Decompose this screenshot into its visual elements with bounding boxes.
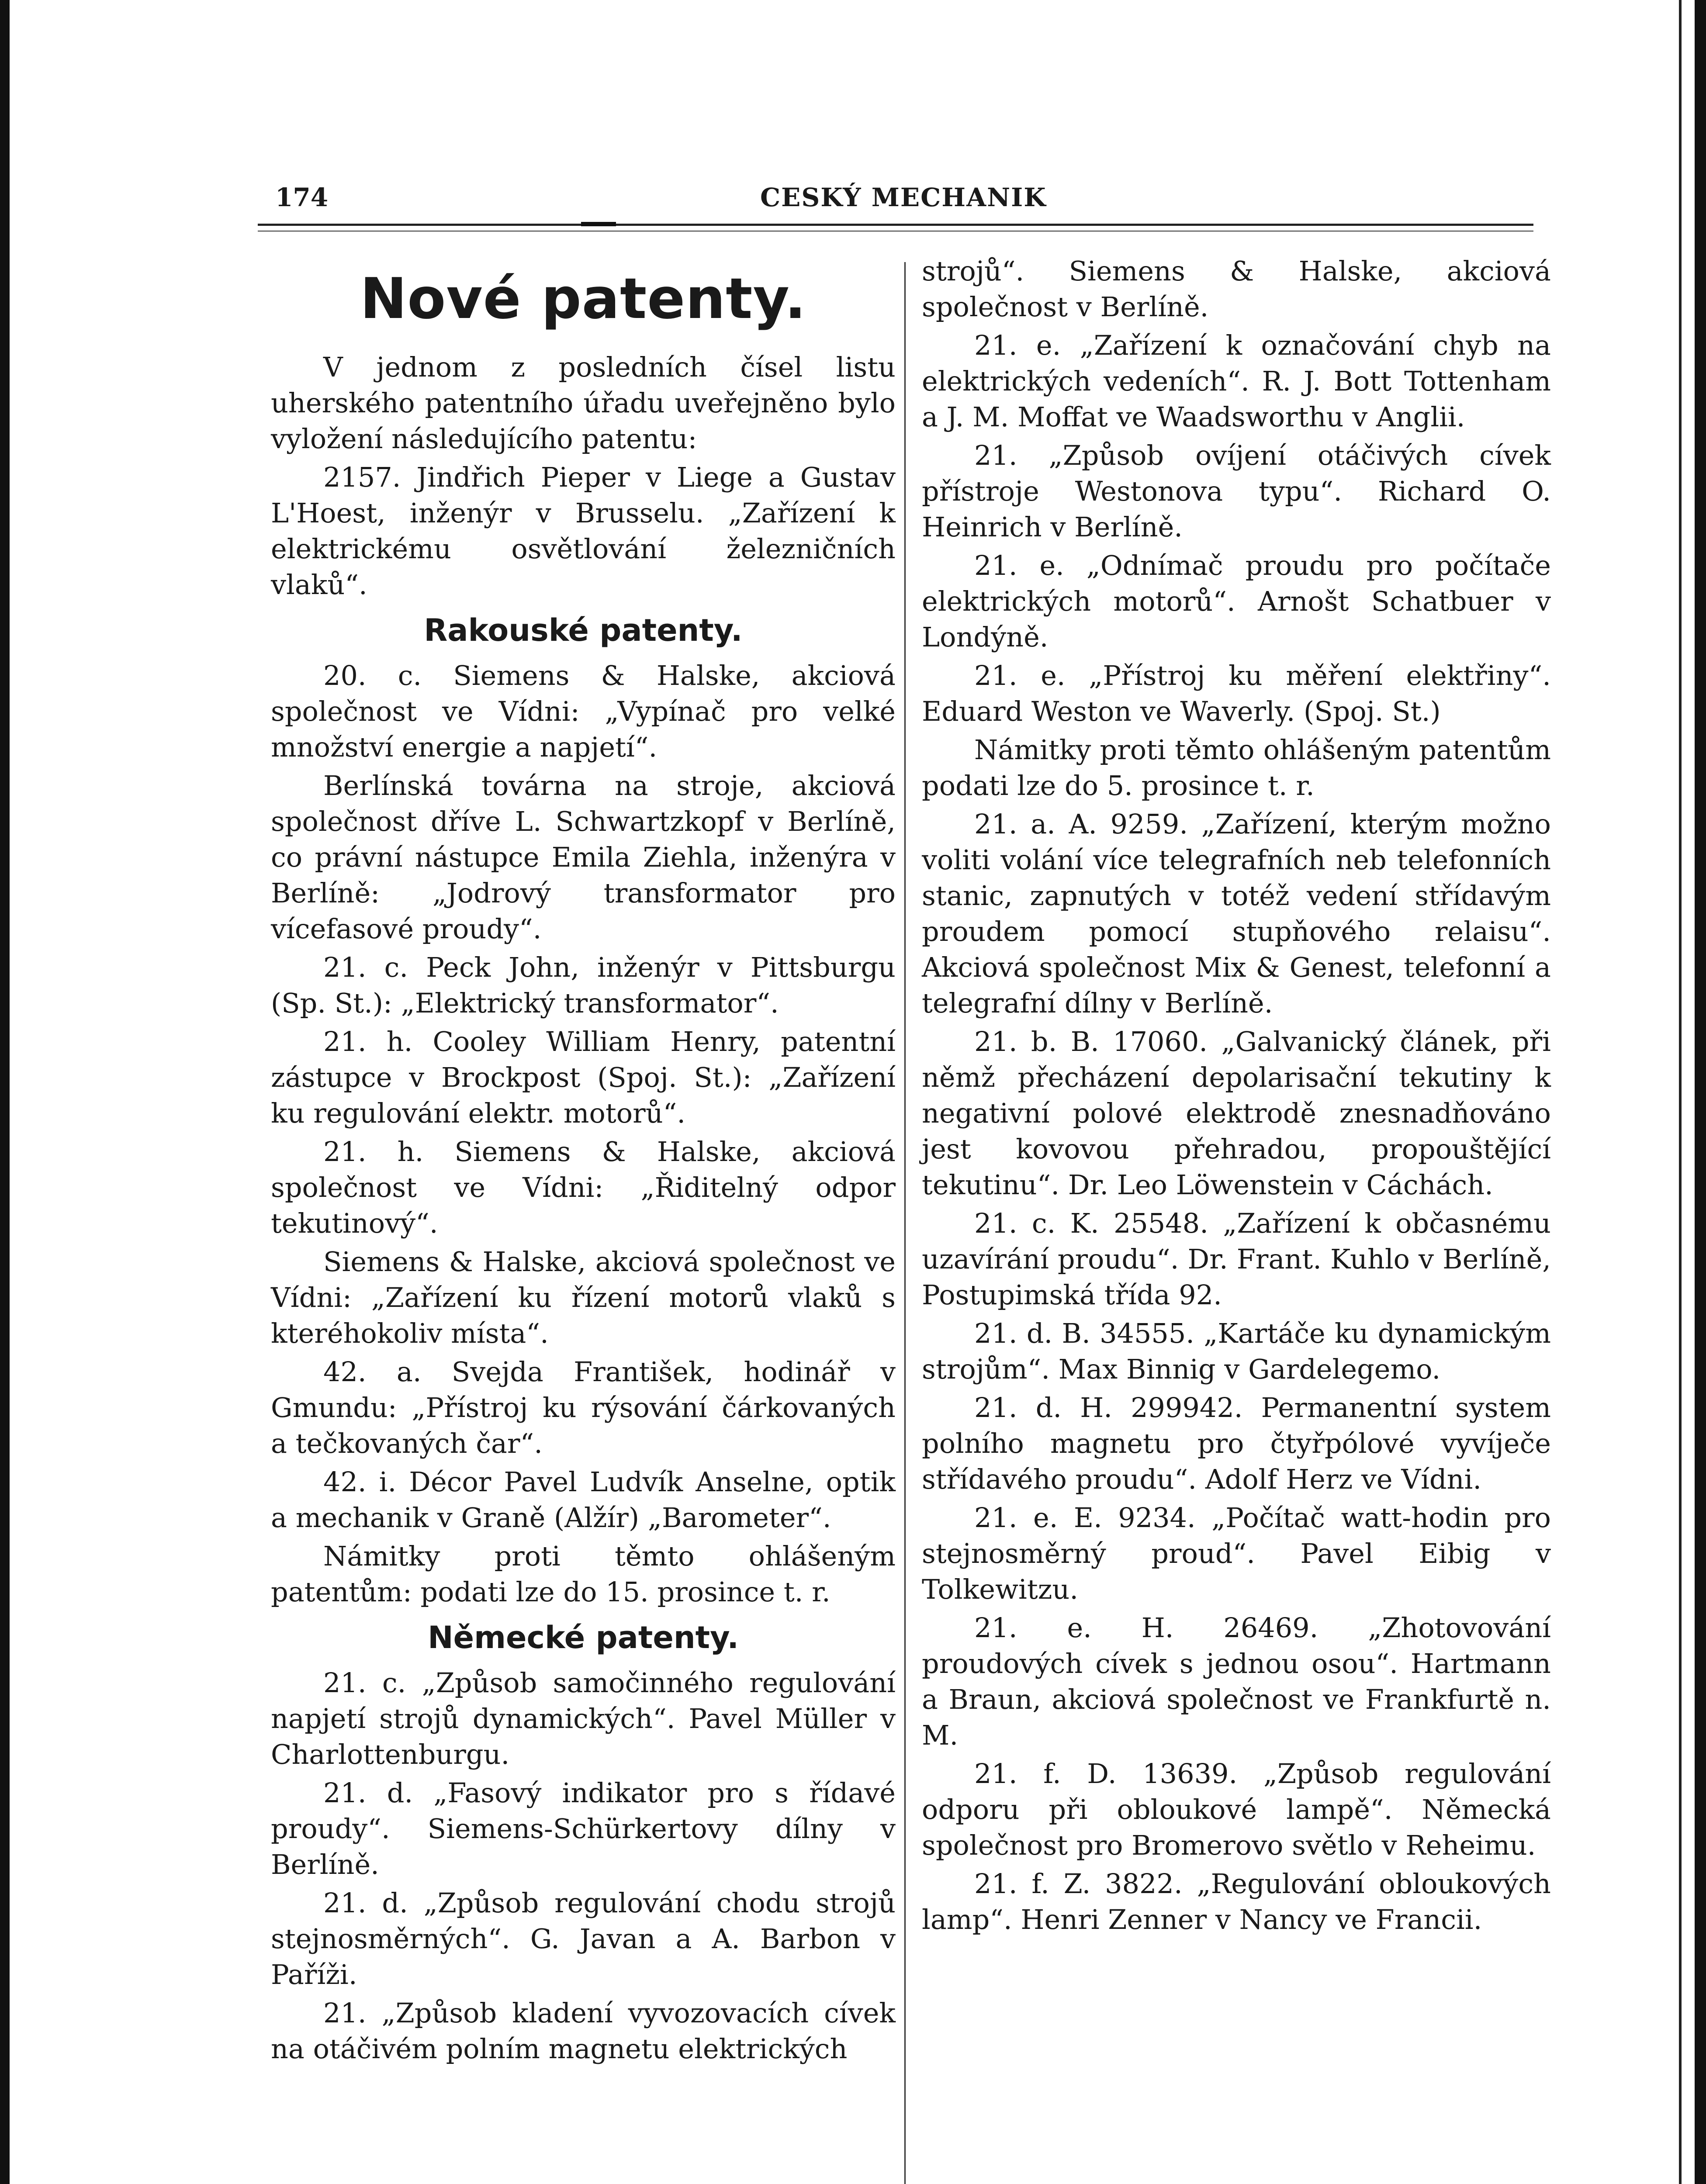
header-rule-thick xyxy=(258,224,1533,226)
paragraph: 21. e. „Zařízení k označování chyb na elektrických vedeních“. R. J. Bott Tottenham a J. M. Moffat ve Waadsworthu v Anglii. xyxy=(922,329,1551,433)
paragraph: 21. e. „Odnímač proudu pro počítače elektrických motorů“. Arnošt Schatbuer v Londýně. xyxy=(922,549,1551,653)
scan-edge-right xyxy=(1695,0,1706,2184)
paragraph: 21. d. B. 34555. „Kartáče ku dynamickým strojům“. Max Binnig v Gardelegemo. xyxy=(922,1317,1551,1385)
paragraph: 2157. Jindřich Pieper v Liege a Gustav L'Hoest, inženýr v Brusselu. „Zařízení k elektrickému osvětlování železničních vlaků“. xyxy=(271,461,896,601)
paragraph: 21. c. Peck John, inženýr v Pittsburgu (Sp. St.): „Elektrický transformator“. xyxy=(271,951,896,1019)
page-number: 174 xyxy=(275,183,329,212)
section-heading-austrian: Rakouské patenty. xyxy=(424,612,743,648)
paragraph: Siemens & Halske, akciová společnost ve Vídni: „Zařízení ku řízení motorů vlaků s kteréhokoliv místa“. xyxy=(271,1246,896,1349)
paragraph: 21. d. „Fasový indikator pro s řídavé proudy“. Siemens-Schürkertovy dílny v Berlíně. xyxy=(271,1777,896,1880)
column-divider xyxy=(904,262,906,2184)
right-column xyxy=(922,253,1551,1940)
paragraph: 21. a. A. 9259. „Zařízení, kterým možno voliti volání více telegrafních neb telefonních stanic, zapnutých v totéž vedení střídavým proudem pomocí stupňového relaisu“. Akciová společnost Mix & Genest, telefonní a telegrafní dílny v Berlíně. xyxy=(922,808,1551,1019)
paragraph: 42. i. Décor Pavel Ludvík Anselne, optik a mechanik v Graně (Alžír) „Barometer“. xyxy=(271,1466,896,1534)
page-header xyxy=(258,179,1533,214)
header-rule-thin xyxy=(258,231,1533,232)
paragraph: 21. h. Siemens & Halske, akciová společnost ve Vídni: „Řiditelný odpor tekutinový“. xyxy=(271,1136,896,1239)
scan-edge-left xyxy=(0,0,10,2184)
paragraph: 21. f. D. 13639. „Způsob regulování odporu při obloukové lampě“. Německá společnost pro Bromerovo světlo v Reheimu. xyxy=(922,1758,1551,1861)
paragraph: 21. e. H. 26469. „Zhotovování proudových cívek s jednou osou“. Hartmann a Braun, akciová společnost ve Frankfurtě n. M. xyxy=(922,1612,1551,1751)
paragraph: 20. c. Siemens & Halske, akciová společnost ve Vídni: „Vypínač pro velké množství energie a napjetí“. xyxy=(271,660,896,763)
paragraph: 21. d. „Způsob regulování chodu strojů stejnosměrných“. G. Javan a A. Barbon v Paříži. xyxy=(271,1887,896,1990)
article-title: Nové patenty. xyxy=(360,266,806,332)
paragraph: 21. d. H. 299942. Permanentní system polního magnetu pro čtyřpólové vyvíječe střídavého proudu“. Adolf Herz ve Vídni. xyxy=(922,1392,1551,1495)
paragraph: Berlínská továrna na stroje, akciová společnost dříve L. Schwartzkopf v Berlíně, co právní nástupce Emila Ziehla, inženýra v Berlíně: „Jodrový transformator pro vícefasové proudy“. xyxy=(271,770,896,945)
paragraph: 21. f. Z. 3822. „Regulování obloukových lamp“. Henri Zenner v Nancy ve Francii. xyxy=(922,1868,1551,1935)
paragraph: 21. h. Cooley William Henry, patentní zástupce v Brockpost (Spoj. St.): „Zařízení ku regulování elektr. motorů“. xyxy=(271,1026,896,1129)
paragraph: 21. c. „Způsob samočinného regulování napjetí strojů dynamických“. Pavel Müller v Charlottenburgu. xyxy=(271,1667,896,1770)
paragraph: 21. e. E. 9234. „Počítač watt-hodin pro stejnosměrný proud“. Pavel Eibig v Tolkewitzu. xyxy=(922,1502,1551,1605)
scan-edge-right-inner xyxy=(1679,0,1682,2184)
section-heading-german: Německé patenty. xyxy=(428,1620,739,1655)
paragraph: Námitky proti těmto ohlášeným patentům: podati lze do 15. prosince t. r. xyxy=(271,1540,896,1608)
paragraph: 21. b. B. 17060. „Galvanický článek, při němž přecházení depolarisační tekutiny k negativní polové elektrodě znesnadňováno jest kovovou přehradou, propouštějící tekutinu“. Dr. Leo Löwenstein v Cáchách. xyxy=(922,1026,1551,1201)
paragraph: 21. c. K. 25548. „Zařízení k občasnému uzavírání proudu“. Dr. Frant. Kuhlo v Berlíně, Postupimská třída 92. xyxy=(922,1207,1551,1311)
paragraph: 21. „Způsob ovíjení otáčivých cívek přístroje Westonova typu“. Richard O. Heinrich v Berlíně. xyxy=(922,439,1551,543)
paragraph: strojů“. Siemens & Halske, akciová společnost v Berlíně. xyxy=(922,255,1551,323)
header-rule-ornament xyxy=(581,222,616,226)
paragraph: 42. a. Svejda František, hodinář v Gmundu: „Přístroj ku rýsování čárkovaných a tečkovaných čar“. xyxy=(271,1356,896,1459)
paragraph: 21. „Způsob kladení vyvozovacích cívek na otáčivém polním magnetu elektrických xyxy=(271,1997,896,2065)
left-column xyxy=(271,253,896,2070)
running-title: CESKÝ MECHANIK xyxy=(760,183,1047,212)
paragraph: 21. e. „Přístroj ku měření elektřiny“. Eduard Weston ve Waverly. (Spoj. St.) xyxy=(922,660,1551,727)
paragraph: V jednom z posledních čísel listu uherského patentního úřadu uveřejněno bylo vyložení následujícího patentu: xyxy=(271,351,896,455)
paragraph: Námitky proti těmto ohlášeným patentům podati lze do 5. prosince t. r. xyxy=(922,734,1551,802)
